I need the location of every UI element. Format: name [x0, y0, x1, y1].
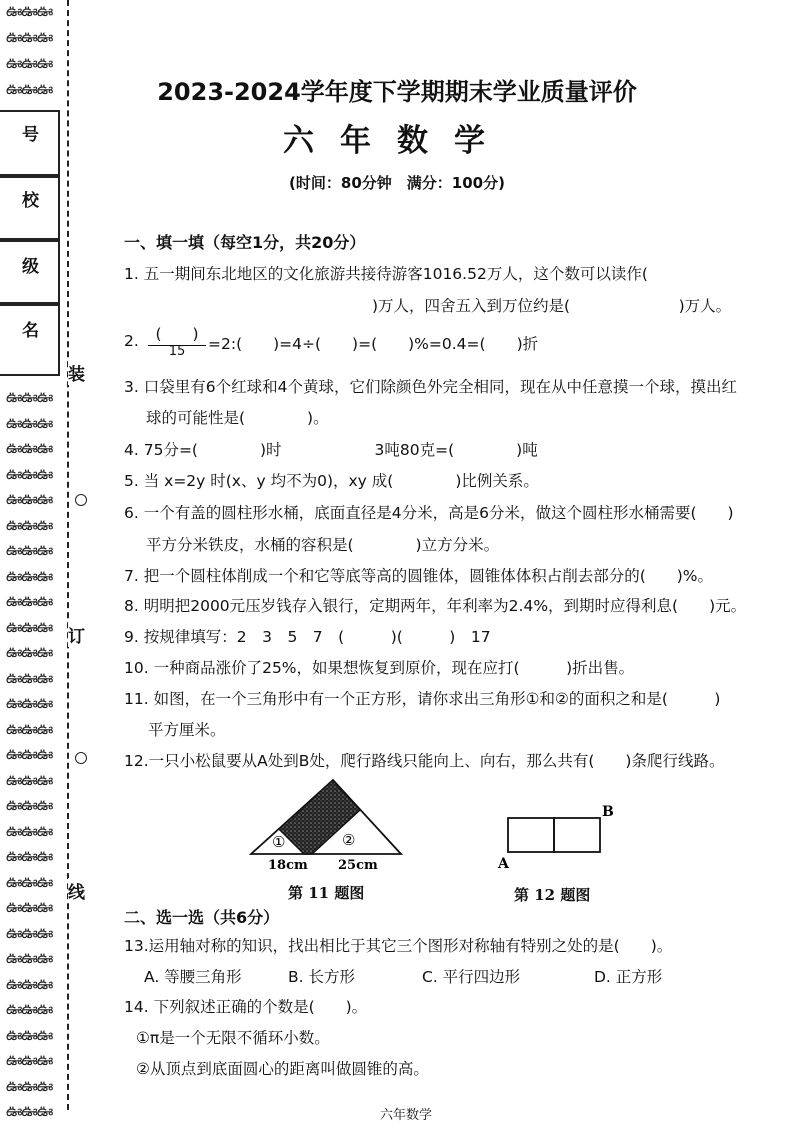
question-9: 9. 按规律填写：2 3 5 7 ( )( ) 17 [124, 628, 491, 646]
figure-12-grid-right [554, 818, 600, 852]
figure-12-caption: 第 12 题图 [514, 886, 591, 904]
figure-12-point-a: A [498, 856, 509, 872]
question-3-line1: 3. 口袋里有6个红球和4个黄球，它们除颜色外完全相同，现在从中任意摸一个球，摸出红 [124, 378, 737, 396]
wave-ornament: ఊఊఊ [6, 1051, 53, 1069]
binding-char-zhuang: 装 [68, 360, 85, 385]
question-2-rest: =2:( )=4÷( )=( )%=0.4=( )折 [208, 335, 539, 353]
question-6-line2: 平方分米铁皮，水桶的容积是( )立方分米。 [146, 536, 500, 554]
wave-ornament: ఊఊఊ [6, 898, 53, 916]
question-4: 4. 75分=( )时 3吨80克=( )吨 [124, 441, 538, 459]
section2-heading: 二、选一选（共6分） [124, 908, 280, 927]
figure-11-label-1: ① [272, 833, 286, 851]
class-label: 级 [22, 257, 39, 277]
wave-ornament: ఊఊఊ [6, 413, 53, 432]
question-13-option-d[interactable]: D. 正方形 [594, 968, 663, 986]
wave-ornament: ఊఊఊ [6, 949, 53, 967]
question-12: 12.一只小松鼠要从A处到B处，爬行路线只能向上、向右，那么共有( )条爬行线路。 [124, 752, 725, 770]
question-5: 5. 当 x=2y 时(x、y 均不为0)，xy 成( )比例关系。 [124, 472, 539, 490]
wave-ornament: ఊఊఊ [6, 1076, 53, 1095]
wave-ornament: ఊఊఊ [6, 719, 53, 738]
wave-ornament: ఊఊఊ [6, 388, 53, 406]
wave-ornament: ఊఊఊ [6, 490, 53, 508]
wave-ornament: ఊఊఊ [6, 592, 53, 610]
wave-ornament: ఊఊఊ [6, 464, 53, 483]
figure-11-label-2: ② [342, 831, 356, 849]
question-14: 14. 下列叙述正确的个数是( )。 [124, 998, 368, 1016]
wave-ornament: ఊఊఊ [6, 1025, 53, 1044]
name-label: 名 [22, 321, 39, 341]
question-13-option-a[interactable]: A. 等腰三角形 [144, 968, 242, 986]
binding-hole-1 [75, 494, 87, 506]
question-11-line2: 平方厘米。 [148, 721, 226, 739]
figure-12-point-b: B [602, 804, 614, 820]
wave-ornament: ఊఊఊ [6, 1102, 53, 1120]
question-6-line1: 6. 一个有盖的圆柱形水桶，底面直径是4分米，高是6分米，做这个圆柱形水桶需要( ) [124, 504, 734, 522]
wave-ornament: ఊఊఊ [6, 515, 53, 534]
wave-ornament: ఊఊఊ [6, 694, 53, 712]
figure-12-grid-left [508, 818, 554, 852]
question-7: 7. 把一个圆柱体削成一个和它等底等高的圆锥体，圆锥体体积占削去部分的( )%。 [124, 567, 714, 585]
question-13-option-b[interactable]: B. 长方形 [288, 968, 355, 986]
wave-ornament: ఊఊఊ [6, 2, 53, 20]
binding-char-ding: 订 [68, 622, 85, 647]
wave-ornament: ఊఊఊ [6, 923, 53, 942]
question-2-fraction-numerator: ( ) [148, 322, 206, 346]
question-11-line1: 11. 如图，在一个三角形中有一个正方形，请你求出三角形①和②的面积之和是( ) [124, 690, 721, 708]
wave-ornament: ఊఊఊ [6, 796, 53, 814]
wave-ornament: ఊఊఊ [6, 872, 53, 891]
wave-ornament: ఊఊఊ [6, 668, 53, 687]
wave-ornament: ఊఊఊ [6, 439, 53, 457]
wave-ornament: ఊఊఊ [6, 541, 53, 559]
question-3-line2: 球的可能性是( )。 [146, 409, 329, 427]
figure-11-diagram [246, 774, 406, 874]
wave-ornament: ఊఊఊ [6, 54, 53, 72]
figure-11-length-2: 25cm [338, 858, 378, 873]
wave-ornament: ఊఊఊ [6, 770, 53, 789]
figure-11-length-1: 18cm [268, 858, 308, 873]
binding-dashed-line [67, 0, 69, 1110]
wave-ornament: ఊఊఊ [6, 566, 53, 585]
question-1-line2: )万人，四舍五入到万位约是( )万人。 [372, 297, 732, 315]
question-2-number: 2. [124, 332, 139, 350]
question-13: 13.运用轴对称的知识，找出相比于其它三个图形对称轴有特别之处的是( )。 [124, 937, 673, 955]
school-label: 校 [22, 191, 39, 211]
question-14-statement-2: ②从顶点到底面圆心的距离叫做圆锥的高。 [136, 1060, 429, 1078]
figure-12-diagram [494, 800, 624, 875]
question-13-option-c[interactable]: C. 平行四边形 [422, 968, 521, 986]
question-2-fraction-denominator: 15 [168, 344, 186, 359]
wave-ornament: ఊఊఊ [6, 28, 53, 46]
figure-11-caption: 第 11 题图 [288, 884, 365, 902]
exam-title: 2023-2024学年度下学期期末学业质量评价 [157, 78, 637, 106]
question-14-statement-1: ①π是一个无限不循环小数。 [136, 1029, 330, 1047]
student-number-label: 号 [22, 125, 39, 145]
wave-ornament: ఊఊఊ [6, 1000, 53, 1018]
binding-hole-2 [75, 752, 87, 764]
wave-ornament: ఊఊఊ [6, 974, 53, 993]
exam-subject: 六年数学 [283, 123, 511, 159]
binding-margin [0, 0, 85, 1123]
wave-ornament: ఊఊఊ [6, 821, 53, 840]
wave-ornament: ఊఊఊ [6, 617, 53, 636]
page-footer: 六年数学 [380, 1108, 433, 1123]
question-8: 8. 明明把2000元压岁钱存入银行，定期两年，年利率为2.4%，到期时应得利息( )元。 [124, 597, 747, 615]
wave-ornament: ఊఊఊ [6, 745, 53, 763]
exam-time-info: (时间：80分钟 满分：100分) [289, 174, 505, 192]
wave-ornament: ఊఊఊ [6, 643, 53, 661]
section1-heading: 一、填一填（每空1分，共20分） [124, 233, 366, 252]
question-10: 10. 一种商品涨价了25%，如果想恢复到原价，现在应打( )折出售。 [124, 659, 635, 677]
binding-char-xian: 线 [68, 878, 85, 903]
wave-ornament: ఊఊఊ [6, 847, 53, 865]
question-1-line1: 1. 五一期间东北地区的文化旅游共接待游客1016.52万人，这个数可以读作( [124, 265, 648, 283]
wave-ornament: ఊఊఊ [6, 80, 53, 98]
